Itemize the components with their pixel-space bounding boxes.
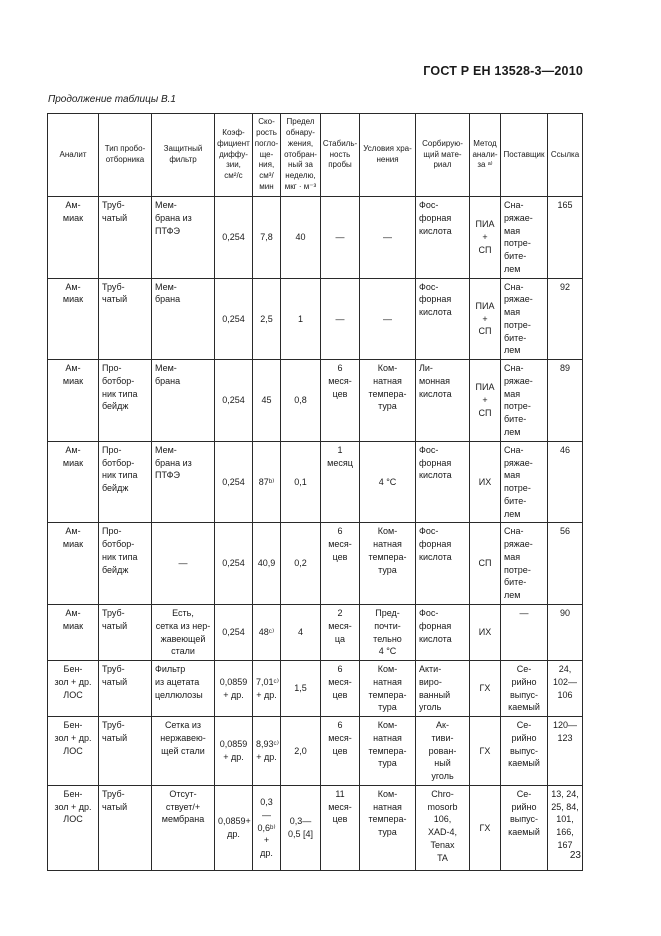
header-detection-limit: Предел обнару- жения, отобран- ный за неделю, мкг · м⁻³ bbox=[281, 114, 321, 197]
cell-analysis-method: ПИА + СП bbox=[470, 197, 501, 279]
cell-protective-filter: Мем- брана из ПТФЭ bbox=[152, 441, 215, 523]
cell-diffusion-coefficient: 0,0859+ др. bbox=[215, 785, 253, 870]
cell-supplier: Сна- ряжае- мая потре- бите- лем bbox=[501, 197, 548, 279]
table-row bbox=[48, 661, 583, 717]
cell-sorbent: Фос- форная кислота bbox=[416, 197, 470, 279]
cell-sample-stability: 6 меся- цев bbox=[321, 717, 360, 786]
cell-protective-filter: Мем- брана из ПТФЭ bbox=[152, 197, 215, 279]
header-uptake-rate: Ско- рость погло- ще- ния, см³/ мин bbox=[253, 114, 281, 197]
header-analysis-method: Метод анали- за ᵃ⁾ bbox=[470, 114, 501, 197]
cell-diffusion-coefficient: 0,254 bbox=[215, 441, 253, 523]
cell-analyte: Ам- миак bbox=[48, 604, 99, 660]
cell-detection-limit: 1,5 bbox=[281, 661, 321, 717]
cell-protective-filter: Фильтр из ацетата целлюлозы bbox=[152, 661, 215, 717]
cell-analysis-method: ИХ bbox=[470, 441, 501, 523]
cell-sorbent: Ли- монная кислота bbox=[416, 360, 470, 442]
header-analyte: Аналит bbox=[48, 114, 99, 197]
cell-sample-stability: 6 меся- цев bbox=[321, 360, 360, 442]
cell-sample-stability: 6 меся- цев bbox=[321, 661, 360, 717]
table-caption: Продолжение таблицы В.1 bbox=[48, 94, 176, 105]
table-header-row bbox=[48, 114, 583, 197]
document-id: ГОСТ Р ЕН 13528-3—2010 bbox=[423, 64, 583, 78]
cell-uptake-rate: 48ᶜ⁾ bbox=[253, 604, 281, 660]
cell-storage-conditions: 4 °С bbox=[360, 441, 416, 523]
cell-supplier: Сна- ряжае- мая потре- бите- лем bbox=[501, 278, 548, 360]
cell-diffusion-coefficient: 0,0859 + др. bbox=[215, 661, 253, 717]
cell-sampler-type: Труб- чатый bbox=[99, 661, 152, 717]
cell-sampler-type: Труб- чатый bbox=[99, 197, 152, 279]
cell-diffusion-coefficient: 0,0859 + др. bbox=[215, 717, 253, 786]
cell-analysis-method: ГХ bbox=[470, 717, 501, 786]
cell-sample-stability: 2 меся- ца bbox=[321, 604, 360, 660]
cell-diffusion-coefficient: 0,254 bbox=[215, 278, 253, 360]
cell-diffusion-coefficient: 0,254 bbox=[215, 523, 253, 605]
cell-sample-stability: — bbox=[321, 278, 360, 360]
cell-supplier: Се- рийно выпус- каемый bbox=[501, 661, 548, 717]
cell-sample-stability: 11 меся- цев bbox=[321, 785, 360, 870]
table-row bbox=[48, 523, 583, 605]
cell-protective-filter: Есть, сетка из нер- жавеющей стали bbox=[152, 604, 215, 660]
cell-sampler-type: Труб- чатый bbox=[99, 785, 152, 870]
cell-diffusion-coefficient: 0,254 bbox=[215, 604, 253, 660]
cell-sampler-type: Труб- чатый bbox=[99, 604, 152, 660]
cell-reference: 89 bbox=[548, 360, 583, 442]
cell-analysis-method: СП bbox=[470, 523, 501, 605]
cell-reference: 90 bbox=[548, 604, 583, 660]
data-table bbox=[47, 113, 583, 871]
header-diffusion-coefficient: Коэф- фициент диффу- зии, см²/с bbox=[215, 114, 253, 197]
cell-detection-limit: 40 bbox=[281, 197, 321, 279]
header-sampler-type: Тип пробо- отборника bbox=[99, 114, 152, 197]
cell-analysis-method: ПИА + СП bbox=[470, 278, 501, 360]
cell-analyte: Ам- миак bbox=[48, 441, 99, 523]
cell-uptake-rate: 7,01ᶜ⁾ + др. bbox=[253, 661, 281, 717]
cell-sorbent: Фос- форная кислота bbox=[416, 604, 470, 660]
cell-detection-limit: 1 bbox=[281, 278, 321, 360]
table-row bbox=[48, 278, 583, 360]
cell-diffusion-coefficient: 0,254 bbox=[215, 360, 253, 442]
cell-supplier: Се- рийно выпус- каемый bbox=[501, 785, 548, 870]
cell-detection-limit: 0,1 bbox=[281, 441, 321, 523]
cell-reference: 120— 123 bbox=[548, 717, 583, 786]
cell-sorbent: Фос- форная кислота bbox=[416, 278, 470, 360]
cell-sample-stability: — bbox=[321, 197, 360, 279]
cell-supplier: Се- рийно выпус- каемый bbox=[501, 717, 548, 786]
cell-sampler-type: Про- ботбор- ник типа бейдж bbox=[99, 441, 152, 523]
cell-uptake-rate: 45 bbox=[253, 360, 281, 442]
cell-sampler-type: Про- ботбор- ник типа бейдж bbox=[99, 360, 152, 442]
cell-analyte: Бен- зол + др. ЛОС bbox=[48, 661, 99, 717]
cell-uptake-rate: 87ᵇ⁾ bbox=[253, 441, 281, 523]
cell-detection-limit: 0,2 bbox=[281, 523, 321, 605]
cell-uptake-rate: 0,3— 0,6ᵇ⁾+ др. bbox=[253, 785, 281, 870]
page-number: 23 bbox=[569, 850, 581, 861]
header-supplier: Поставщик bbox=[501, 114, 548, 197]
header-sample-stability: Стабиль- ность пробы bbox=[321, 114, 360, 197]
cell-analyte: Бен- зол + др. ЛОС bbox=[48, 785, 99, 870]
cell-uptake-rate: 7,8 bbox=[253, 197, 281, 279]
header-protective-filter: Защитный фильтр bbox=[152, 114, 215, 197]
cell-detection-limit: 2,0 bbox=[281, 717, 321, 786]
cell-reference: 56 bbox=[548, 523, 583, 605]
cell-analysis-method: ГХ bbox=[470, 661, 501, 717]
table-row bbox=[48, 197, 583, 279]
cell-sorbent: Chro- mosorb 106, XAD-4, Tenax TA bbox=[416, 785, 470, 870]
cell-protective-filter: — bbox=[152, 523, 215, 605]
cell-analyte: Ам- миак bbox=[48, 278, 99, 360]
cell-reference: 24, 102— 106 bbox=[548, 661, 583, 717]
cell-storage-conditions: Ком- натная темпера- тура bbox=[360, 661, 416, 717]
cell-storage-conditions: Ком- натная темпера- тура bbox=[360, 360, 416, 442]
cell-storage-conditions: Ком- натная темпера- тура bbox=[360, 785, 416, 870]
cell-protective-filter: Отсут- ствует/+ мембрана bbox=[152, 785, 215, 870]
cell-analysis-method: ИХ bbox=[470, 604, 501, 660]
cell-reference: 13, 24, 25, 84, 101, 166, 167 bbox=[548, 785, 583, 870]
table-row bbox=[48, 441, 583, 523]
cell-sampler-type: Труб- чатый bbox=[99, 278, 152, 360]
table-row bbox=[48, 360, 583, 442]
cell-storage-conditions: Пред- почти- тельно 4 °С bbox=[360, 604, 416, 660]
cell-sorbent: Акти- виро- ванный уголь bbox=[416, 661, 470, 717]
cell-sample-stability: 6 меся- цев bbox=[321, 523, 360, 605]
table-row bbox=[48, 604, 583, 660]
cell-uptake-rate: 40,9 bbox=[253, 523, 281, 605]
cell-storage-conditions: — bbox=[360, 197, 416, 279]
cell-supplier: Сна- ряжае- мая потре- бите- лем bbox=[501, 360, 548, 442]
cell-reference: 165 bbox=[548, 197, 583, 279]
cell-diffusion-coefficient: 0,254 bbox=[215, 197, 253, 279]
cell-uptake-rate: 8,93ᶜ⁾ + др. bbox=[253, 717, 281, 786]
cell-reference: 92 bbox=[548, 278, 583, 360]
table-row bbox=[48, 785, 583, 870]
cell-sampler-type: Про- ботбор- ник типа бейдж bbox=[99, 523, 152, 605]
cell-detection-limit: 4 bbox=[281, 604, 321, 660]
cell-analyte: Ам- миак bbox=[48, 523, 99, 605]
cell-sampler-type: Труб- чатый bbox=[99, 717, 152, 786]
header-sorbent: Сорбирую- щий мате- риал bbox=[416, 114, 470, 197]
cell-analysis-method: ГХ bbox=[470, 785, 501, 870]
cell-uptake-rate: 2,5 bbox=[253, 278, 281, 360]
cell-supplier: — bbox=[501, 604, 548, 660]
cell-sorbent: Фос- форная кислота bbox=[416, 523, 470, 605]
cell-storage-conditions: — bbox=[360, 278, 416, 360]
cell-storage-conditions: Ком- натная темпера- тура bbox=[360, 717, 416, 786]
cell-protective-filter: Сетка из нержавею- щей стали bbox=[152, 717, 215, 786]
cell-supplier: Сна- ряжае- мая потре- бите- лем bbox=[501, 523, 548, 605]
cell-analyte: Ам- миак bbox=[48, 360, 99, 442]
cell-sorbent: Ак- тиви- рован- ный уголь bbox=[416, 717, 470, 786]
cell-detection-limit: 0,3— 0,5 [4] bbox=[281, 785, 321, 870]
cell-sorbent: Фос- форная кислота bbox=[416, 441, 470, 523]
cell-reference: 46 bbox=[548, 441, 583, 523]
cell-sample-stability: 1 месяц bbox=[321, 441, 360, 523]
cell-analyte: Ам- миак bbox=[48, 197, 99, 279]
cell-analysis-method: ПИА + СП bbox=[470, 360, 501, 442]
cell-supplier: Сна- ряжае- мая потре- бите- лем bbox=[501, 441, 548, 523]
header-reference: Ссылка bbox=[548, 114, 583, 197]
cell-analyte: Бен- зол + др. ЛОС bbox=[48, 717, 99, 786]
cell-storage-conditions: Ком- натная темпера- тура bbox=[360, 523, 416, 605]
header-storage-conditions: Условия хра- нения bbox=[360, 114, 416, 197]
table-row bbox=[48, 717, 583, 786]
cell-detection-limit: 0,8 bbox=[281, 360, 321, 442]
cell-protective-filter: Мем- брана bbox=[152, 360, 215, 442]
cell-protective-filter: Мем- брана bbox=[152, 278, 215, 360]
